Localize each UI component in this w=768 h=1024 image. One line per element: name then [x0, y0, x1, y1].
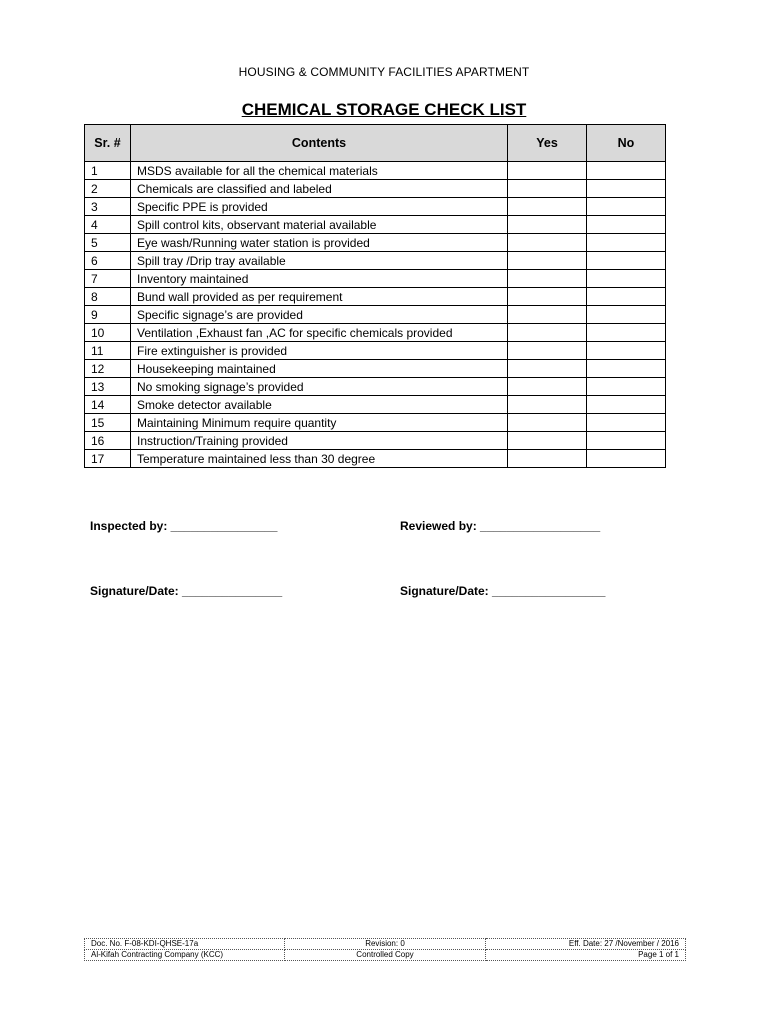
column-header-sr: Sr. #	[85, 125, 131, 162]
row-contents: Housekeeping maintained	[131, 360, 508, 378]
company-name: Al-Kifah Contracting Company (KCC)	[85, 950, 285, 961]
table-header-row	[85, 125, 666, 162]
row-contents: Specific signage’s are provided	[131, 306, 508, 324]
table-row	[85, 252, 666, 270]
row-contents: Specific PPE is provided	[131, 198, 508, 216]
yes-checkbox-cell[interactable]	[508, 450, 587, 468]
row-contents: Inventory maintained	[131, 270, 508, 288]
inspected-by-label: Inspected by: ________________	[90, 519, 278, 533]
table-row	[85, 216, 666, 234]
row-contents: Spill tray /Drip tray available	[131, 252, 508, 270]
yes-checkbox-cell[interactable]	[508, 324, 587, 342]
revision: Revision: 0	[285, 939, 485, 950]
yes-checkbox-cell[interactable]	[508, 342, 587, 360]
column-header-no: No	[587, 125, 666, 162]
doc-number: Doc. No. F-08-KDI-QHSE-17a	[85, 939, 285, 950]
row-contents: Eye wash/Running water station is provided	[131, 234, 508, 252]
row-contents: Bund wall provided as per requirement	[131, 288, 508, 306]
yes-checkbox-cell[interactable]	[508, 396, 587, 414]
yes-checkbox-cell[interactable]	[508, 198, 587, 216]
row-number: 16	[85, 432, 131, 450]
no-checkbox-cell[interactable]	[587, 306, 666, 324]
table-row	[85, 324, 666, 342]
no-checkbox-cell[interactable]	[587, 414, 666, 432]
row-contents: Smoke detector available	[131, 396, 508, 414]
table-row	[85, 180, 666, 198]
column-header-yes: Yes	[508, 125, 587, 162]
no-checkbox-cell[interactable]	[587, 396, 666, 414]
copy-status: Controlled Copy	[285, 950, 485, 961]
row-number: 7	[85, 270, 131, 288]
document-footer	[84, 938, 686, 961]
column-header-contents: Contents	[131, 125, 508, 162]
row-contents: Fire extinguisher is provided	[131, 342, 508, 360]
row-number: 4	[85, 216, 131, 234]
signature-date-right-label: Signature/Date: _________________	[400, 584, 606, 598]
row-number: 6	[85, 252, 131, 270]
row-number: 9	[85, 306, 131, 324]
row-number: 12	[85, 360, 131, 378]
footer-row	[85, 950, 686, 961]
row-number: 5	[85, 234, 131, 252]
row-number: 15	[85, 414, 131, 432]
yes-checkbox-cell[interactable]	[508, 180, 587, 198]
table-row	[85, 360, 666, 378]
table-row	[85, 306, 666, 324]
row-number: 13	[85, 378, 131, 396]
no-checkbox-cell[interactable]	[587, 270, 666, 288]
table-row	[85, 414, 666, 432]
no-checkbox-cell[interactable]	[587, 162, 666, 180]
row-contents: No smoking signage’s provided	[131, 378, 508, 396]
effective-date: Eff. Date: 27 /November / 2016	[485, 939, 685, 950]
yes-checkbox-cell[interactable]	[508, 432, 587, 450]
signature-date-left-label: Signature/Date: _______________	[90, 584, 283, 598]
yes-checkbox-cell[interactable]	[508, 360, 587, 378]
table-row	[85, 432, 666, 450]
table-row	[85, 162, 666, 180]
reviewed-by-label: Reviewed by: __________________	[400, 519, 601, 533]
yes-checkbox-cell[interactable]	[508, 270, 587, 288]
page-title: CHEMICAL STORAGE CHECK LIST	[241, 100, 527, 119]
table-row	[85, 288, 666, 306]
no-checkbox-cell[interactable]	[587, 360, 666, 378]
yes-checkbox-cell[interactable]	[508, 216, 587, 234]
no-checkbox-cell[interactable]	[587, 450, 666, 468]
no-checkbox-cell[interactable]	[587, 252, 666, 270]
row-number: 10	[85, 324, 131, 342]
row-number: 14	[85, 396, 131, 414]
table-row	[85, 234, 666, 252]
row-contents: MSDS available for all the chemical materials	[131, 162, 508, 180]
row-contents: Instruction/Training provided	[131, 432, 508, 450]
yes-checkbox-cell[interactable]	[508, 162, 587, 180]
row-number: 2	[85, 180, 131, 198]
yes-checkbox-cell[interactable]	[508, 306, 587, 324]
yes-checkbox-cell[interactable]	[508, 234, 587, 252]
page-number: Page 1 of 1	[485, 950, 685, 961]
row-number: 17	[85, 450, 131, 468]
table-row	[85, 198, 666, 216]
row-contents: Ventilation ,Exhaust fan ,AC for specific chemicals provided	[131, 324, 508, 342]
yes-checkbox-cell[interactable]	[508, 378, 587, 396]
table-row	[85, 450, 666, 468]
no-checkbox-cell[interactable]	[587, 324, 666, 342]
row-number: 8	[85, 288, 131, 306]
no-checkbox-cell[interactable]	[587, 378, 666, 396]
row-contents: Maintaining Minimum require quantity	[131, 414, 508, 432]
row-number: 11	[85, 342, 131, 360]
no-checkbox-cell[interactable]	[587, 198, 666, 216]
no-checkbox-cell[interactable]	[587, 432, 666, 450]
row-contents: Spill control kits, observant material available	[131, 216, 508, 234]
table-row	[85, 342, 666, 360]
no-checkbox-cell[interactable]	[587, 234, 666, 252]
checklist-body	[85, 162, 666, 468]
no-checkbox-cell[interactable]	[587, 180, 666, 198]
organization-title: HOUSING & COMMUNITY FACILITIES APARTMENT	[238, 65, 530, 79]
footer-row	[85, 939, 686, 950]
yes-checkbox-cell[interactable]	[508, 288, 587, 306]
yes-checkbox-cell[interactable]	[508, 252, 587, 270]
table-row	[85, 270, 666, 288]
row-contents: Temperature maintained less than 30 degree	[131, 450, 508, 468]
checklist-table	[84, 124, 666, 468]
row-number: 3	[85, 198, 131, 216]
row-number: 1	[85, 162, 131, 180]
yes-checkbox-cell[interactable]	[508, 414, 587, 432]
table-row	[85, 396, 666, 414]
no-checkbox-cell[interactable]	[587, 288, 666, 306]
table-row	[85, 378, 666, 396]
no-checkbox-cell[interactable]	[587, 342, 666, 360]
no-checkbox-cell[interactable]	[587, 216, 666, 234]
row-contents: Chemicals are classified and labeled	[131, 180, 508, 198]
